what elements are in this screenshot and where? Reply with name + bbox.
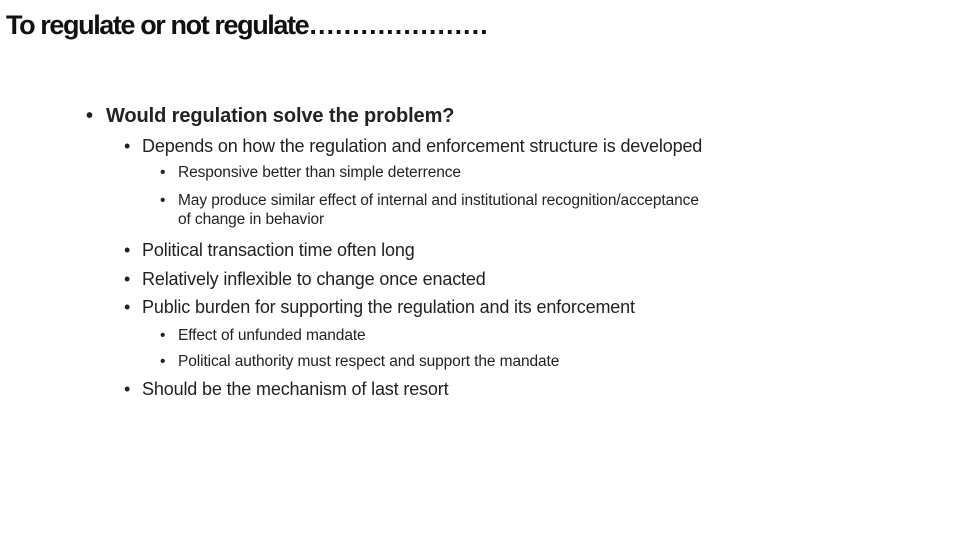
bullet-text: Public burden for supporting the regulation and its enforcement <box>142 297 635 317</box>
bullet-dot-icon: • <box>160 164 166 181</box>
bullet-text: Would regulation solve the problem? <box>106 105 455 127</box>
bullet-item <box>124 297 635 319</box>
bullet-item <box>160 353 559 372</box>
bullet-dot-icon: • <box>124 269 131 289</box>
bullet-dot-icon: • <box>124 136 131 156</box>
bullet-text: Relatively inflexible to change once enacted <box>142 269 486 289</box>
bullet-item <box>124 136 702 158</box>
bullet-text-continuation: of change in behavior <box>178 210 325 228</box>
bullet-item <box>160 164 461 183</box>
bullet-item <box>124 240 415 262</box>
bullet-dot-icon: • <box>124 379 131 399</box>
bullet-text: Depends on how the regulation and enforcement structure is developed <box>142 136 703 156</box>
bullet-dot-icon: • <box>160 353 166 370</box>
slide-title: To regulate or not regulate………………… <box>6 10 488 40</box>
bullet-dot-icon: • <box>86 105 93 127</box>
bullet-dot-icon: • <box>124 297 131 317</box>
bullet-text: Should be the mechanism of last resort <box>142 379 449 399</box>
bullet-item <box>86 104 454 128</box>
bullet-text: Effect of unfunded mandate <box>178 327 366 344</box>
bullet-text: May produce similar effect of internal and institutional recognition/acceptance <box>178 192 699 209</box>
bullet-item <box>124 379 448 401</box>
bullet-item <box>124 269 486 291</box>
bullet-text: Political transaction time often long <box>142 240 415 260</box>
bullet-text: Responsive better than simple deterrence <box>178 164 461 181</box>
bullet-item <box>160 327 366 346</box>
bullet-item <box>160 192 699 229</box>
bullet-dot-icon: • <box>160 192 166 209</box>
bullet-dot-icon: • <box>124 240 131 260</box>
bullet-dot-icon: • <box>160 327 166 344</box>
bullet-text: Political authority must respect and support the mandate <box>178 353 560 370</box>
